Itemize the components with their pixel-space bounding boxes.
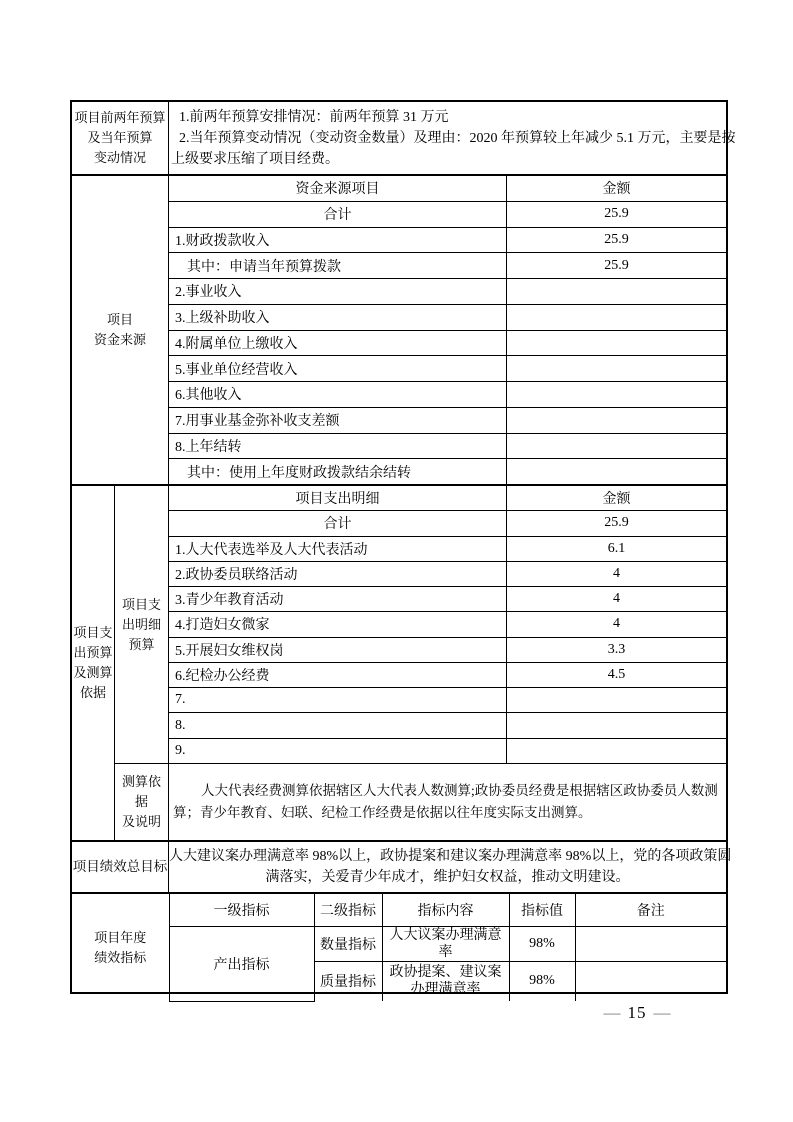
label-line: 项目年度	[94, 929, 147, 945]
performance-label	[72, 894, 169, 1001]
row-value: 4.5	[607, 666, 626, 682]
overall-goal-label: 项目绩效总目标	[72, 842, 169, 892]
calculation-basis-content	[169, 764, 726, 840]
table-row	[169, 434, 726, 460]
table-row	[169, 587, 726, 612]
table-row	[169, 356, 726, 382]
content-line: 满落实，关爱青少年成才，维护妇女权益，推动文明建设。	[265, 870, 630, 885]
budget-history-content	[169, 102, 736, 174]
label-line: 项目前两年预算	[74, 110, 166, 125]
section-expenditure	[72, 486, 726, 842]
row-name: 8.上年结转	[169, 434, 507, 459]
row-value	[507, 688, 726, 712]
section-funding-source	[72, 176, 726, 486]
row-name: 4.附属单位上缴收入	[169, 331, 507, 356]
row-name: 合计	[169, 202, 507, 227]
row-name: 4.打造妇女微家	[169, 612, 507, 636]
expenditure-detail-label	[115, 486, 169, 763]
row-value	[507, 713, 726, 737]
table-header-row	[169, 486, 726, 511]
label-line: 测算依	[121, 774, 161, 789]
expenditure-detail-table	[169, 486, 726, 763]
label-line: 及说明	[121, 814, 161, 829]
table-row	[72, 926, 726, 961]
budget-history-label	[72, 102, 169, 174]
row-value: 25.9	[604, 515, 629, 531]
row-value	[507, 382, 726, 407]
row-value	[507, 408, 726, 433]
table-row	[169, 382, 726, 408]
table-row	[169, 688, 726, 713]
label-line: 及测算	[73, 665, 113, 680]
row-value: 6.1	[607, 540, 626, 556]
table-row	[169, 713, 726, 738]
row-name: 6.其他收入	[169, 382, 507, 407]
content-line: 人大建议案办理满意率 98%以上，政协提案和建议案办理满意率 98%以上，党的各项政策圆	[169, 849, 732, 864]
row-name: 7.用事业基金弥补收支差额	[169, 408, 507, 433]
calculation-basis-label	[115, 764, 169, 840]
row-value: 25.9	[604, 231, 629, 247]
page-number-dash-right: —	[653, 1003, 671, 1022]
row-name: 2.事业收入	[169, 279, 507, 304]
calculation-basis-block	[115, 764, 726, 840]
table-row	[169, 202, 726, 228]
table-row	[169, 253, 726, 279]
row-name: 7.	[169, 688, 507, 712]
row-name: 合计	[169, 511, 507, 535]
column-header-note: 备注	[575, 894, 726, 926]
table-row	[169, 663, 726, 688]
indicator-note	[575, 961, 726, 1001]
indicator-content: 政协提案、建议案办理满意率	[382, 961, 509, 1001]
expenditure-detail-block	[115, 486, 726, 764]
row-name: 1.财政拨款收入	[169, 228, 507, 253]
column-header-value: 指标值	[509, 894, 575, 926]
table-row	[169, 739, 726, 763]
row-name: 其中：使用上年度财政拨款结余结转	[169, 459, 507, 484]
funding-source-table	[169, 176, 726, 484]
indicator-note	[575, 926, 726, 961]
row-name: 6.纪检办公经费	[169, 663, 507, 687]
performance-table	[72, 894, 726, 1002]
row-value	[507, 305, 726, 330]
row-value	[507, 356, 726, 381]
label-line: 项目	[106, 312, 133, 327]
row-name: 其中：申请当年预算拨款	[169, 253, 507, 278]
overall-goal-content	[169, 842, 732, 892]
label-line: 项目支	[121, 596, 161, 612]
content-line: 1.前两年预算安排情况：前两年预算 31 万元	[179, 109, 449, 125]
funding-source-label	[72, 176, 169, 484]
label-line: 及当年预算	[87, 130, 153, 145]
table-row	[169, 638, 726, 663]
label-line: 绩效指标	[94, 949, 147, 965]
table-row	[169, 228, 726, 254]
label-line: 变动情况	[93, 150, 146, 165]
content-line: 2.当年预算变动情况（变动资金数量）及理由：2020 年预算较上年减少 5.1 万元，主要是按	[179, 130, 736, 146]
table-header-row	[72, 894, 726, 926]
table-row	[169, 408, 726, 434]
page-number-value: 15	[627, 1003, 647, 1022]
table-row	[169, 279, 726, 305]
expenditure-body	[115, 486, 726, 840]
section-performance-indicators	[72, 894, 726, 996]
row-name: 8.	[169, 713, 507, 737]
content-line: 人大代表经费测算依据辖区人大代表人数测算;政协委员经费是根据辖区政协委员人数测	[201, 783, 718, 798]
label-line: 据	[134, 794, 148, 809]
table-row	[169, 305, 726, 331]
column-header-detail: 项目支出明细	[169, 486, 507, 510]
level2-indicator: 数量指标	[314, 926, 382, 961]
label-line: 资金来源	[93, 332, 146, 347]
row-value	[507, 279, 726, 304]
content-line: 算；青少年教育、妇联、纪检工作经费是依据以往年度实际支出测算。	[173, 805, 592, 820]
row-name: 3.上级补助收入	[169, 305, 507, 330]
table-row	[169, 511, 726, 536]
column-header-content: 指标内容	[382, 894, 509, 926]
row-value	[507, 434, 726, 459]
table-row	[169, 612, 726, 637]
row-value: 4	[613, 591, 620, 607]
level2-indicator: 质量指标	[314, 961, 382, 1001]
row-value: 4	[613, 616, 620, 632]
row-value	[507, 739, 726, 763]
indicator-content: 人大议案办理满意率	[382, 926, 509, 961]
section-overall-goal	[72, 842, 732, 894]
label-line: 出预算	[73, 645, 113, 660]
row-value: 3.3	[607, 641, 626, 657]
table-row	[169, 459, 726, 484]
indicator-value: 98%	[509, 926, 575, 961]
row-name: 1.人大代表选举及人大代表活动	[169, 537, 507, 561]
column-header-level2: 二级指标	[314, 894, 382, 926]
level1-indicator: 产出指标	[169, 926, 314, 1001]
table-row	[169, 562, 726, 587]
row-value: 4	[613, 565, 620, 581]
row-value	[507, 331, 726, 356]
label-line: 预算	[128, 636, 155, 652]
table-row	[169, 331, 726, 357]
label-line: 出明细	[121, 616, 161, 632]
row-value	[507, 459, 726, 484]
label-line: 项目支	[73, 625, 113, 640]
expenditure-label	[72, 486, 115, 840]
column-header-level1: 一级指标	[169, 894, 314, 926]
page-number	[587, 1002, 687, 1024]
row-name: 3.青少年教育活动	[169, 587, 507, 611]
column-header-amount: 金额	[602, 492, 631, 508]
table-header-row	[169, 176, 726, 202]
indicator-value: 98%	[509, 961, 575, 1001]
page-number-dash-left: —	[603, 1003, 621, 1022]
row-value: 25.9	[604, 206, 629, 222]
row-name: 5.开展妇女维权岗	[169, 638, 507, 662]
column-header-source: 资金来源项目	[169, 176, 507, 201]
section-budget-history	[72, 102, 736, 176]
table-row	[169, 537, 726, 562]
column-header-amount: 金额	[602, 182, 631, 198]
content-line: 上级要求压缩了项目经费。	[171, 151, 339, 167]
row-name: 2.政协委员联络活动	[169, 562, 507, 586]
row-name: 5.事业单位经营收入	[169, 356, 507, 381]
row-value: 25.9	[604, 257, 629, 273]
row-name: 9.	[169, 739, 507, 763]
budget-table	[70, 100, 736, 998]
label-line: 依据	[79, 685, 106, 700]
